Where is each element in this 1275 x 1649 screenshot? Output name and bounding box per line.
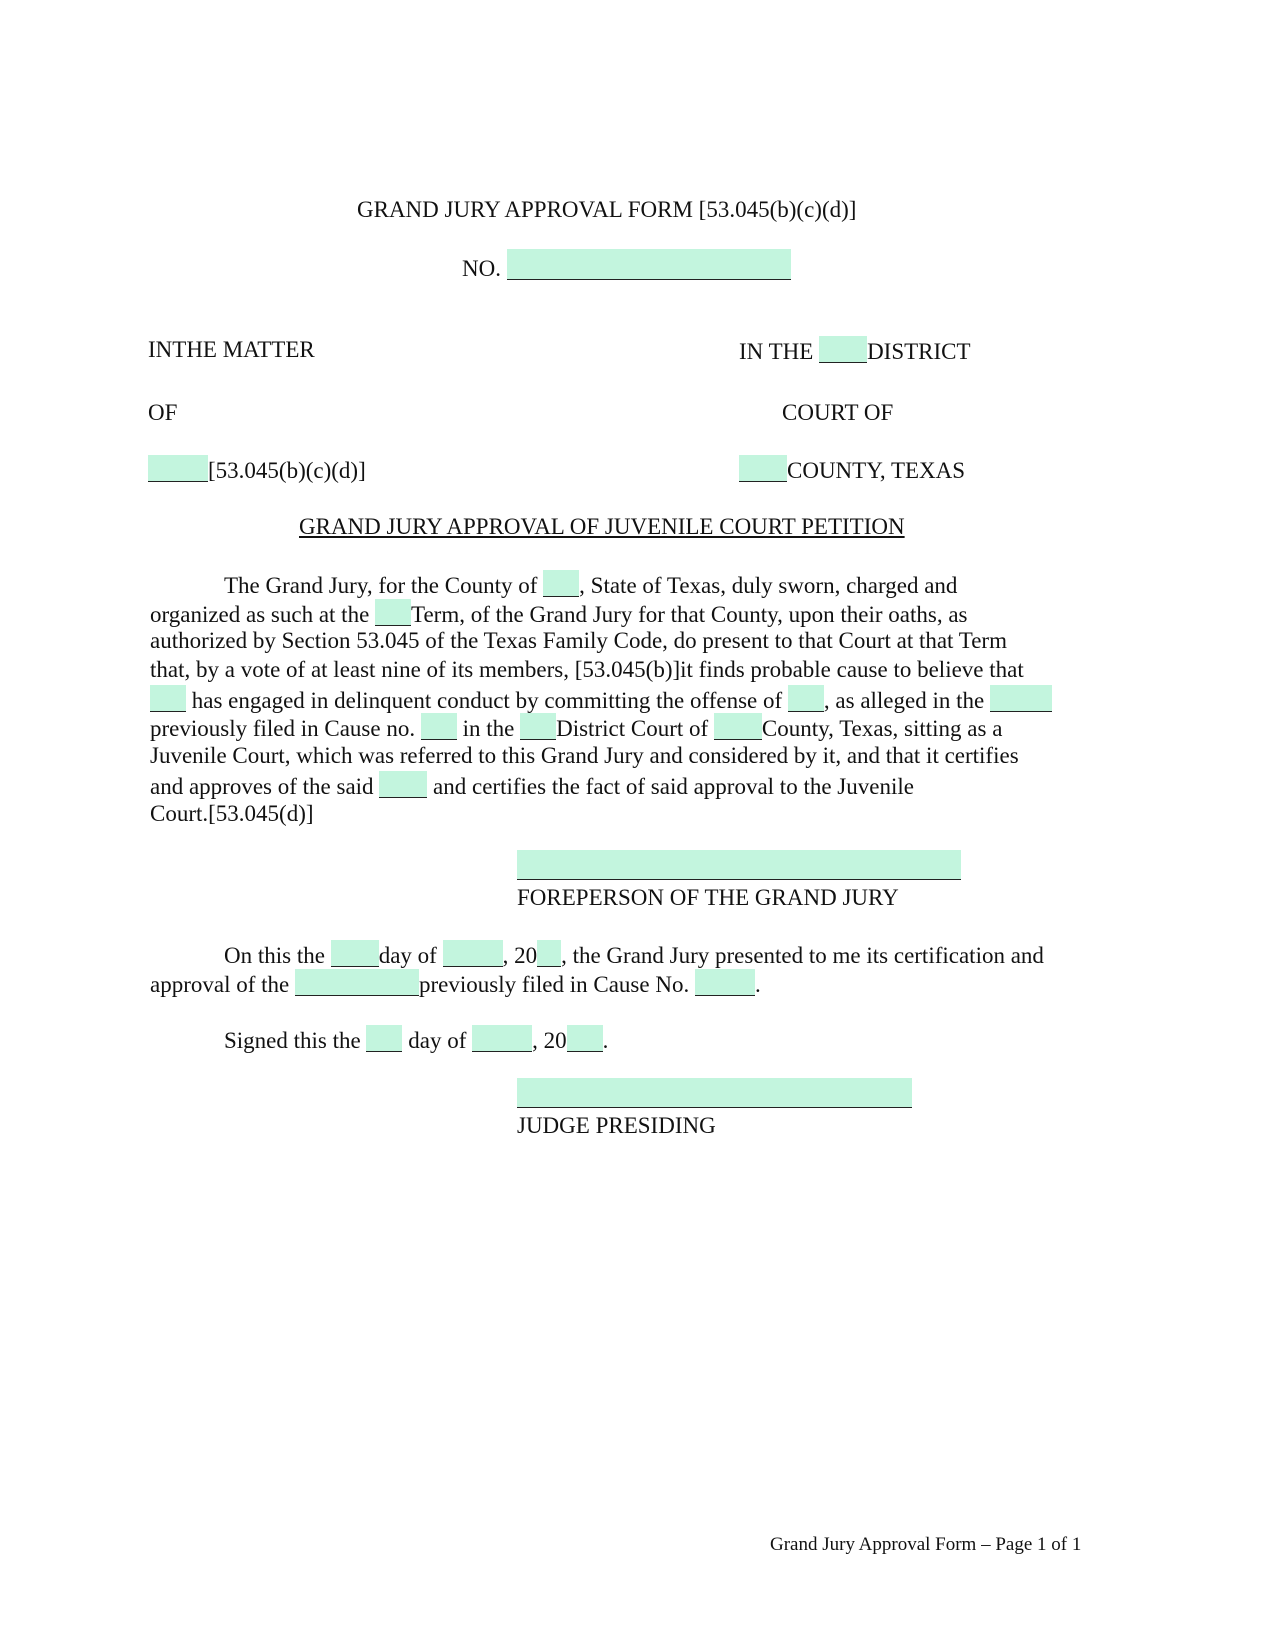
presentment-cause-field[interactable]: [695, 969, 755, 996]
district-field[interactable]: [520, 713, 556, 740]
body-line: has engaged in delinquent conduct by committing the offense of , as alleged in the: [150, 685, 1130, 714]
cause-number-field[interactable]: [421, 713, 457, 740]
district-number-field[interactable]: [819, 336, 867, 363]
caption-right-line1: [739, 336, 971, 366]
signed-year-field[interactable]: [567, 1025, 603, 1052]
presentment-year-field[interactable]: [537, 940, 561, 967]
county-field[interactable]: [543, 570, 579, 597]
foreperson-label: FOREPERSON OF THE GRAND JURY: [517, 885, 899, 910]
case-number-label: NO.: [462, 256, 501, 281]
body-line: previously filed in Cause no. in the District Court of County, Texas, sitting as a: [150, 713, 1130, 742]
body-line: Juvenile Court, which was referred to this Grand Jury and considered by it, and that it certifies: [150, 743, 1019, 769]
caption-right-line2: COURT OF: [782, 400, 894, 425]
term-field[interactable]: [375, 599, 411, 626]
body-line: and approves of the said and certifies the fact of said approval to the Juvenile: [150, 771, 1130, 800]
case-number-field[interactable]: [507, 249, 791, 280]
body-paragraph: [150, 570, 1130, 828]
foreperson-signature-field[interactable]: [517, 850, 961, 880]
court-county-field[interactable]: [714, 713, 762, 740]
statute-reference: [53.045(b)(c)(d)]: [208, 458, 366, 483]
caption-right-line3: [739, 455, 965, 485]
judge-signature-field[interactable]: [517, 1078, 912, 1108]
caption-left-line3: [148, 455, 366, 485]
case-number-row: [462, 249, 791, 283]
petition-field[interactable]: [379, 771, 427, 798]
page-title: GRAND JURY APPROVAL FORM [53.045(b)(c)(d)]: [357, 197, 857, 222]
pleading-field[interactable]: [990, 685, 1052, 712]
presentment-line2: approval of the previously filed in Cause No. .: [150, 969, 761, 999]
child-name-field[interactable]: [150, 685, 186, 712]
page-footer: Grand Jury Approval Form – Page 1 of 1: [770, 1534, 1082, 1555]
body-line: that, by a vote of at least nine of its members, [53.045(b)]it finds probable cause to believe that: [150, 657, 1024, 683]
offense-field[interactable]: [788, 685, 824, 712]
presentment-month-field[interactable]: [443, 940, 503, 967]
caption-left-line2: OF: [148, 400, 178, 425]
presentment-line1: On this the day of , 20 , the Grand Jury presented to me its certification and: [150, 940, 1044, 970]
judge-label: JUDGE PRESIDING: [517, 1113, 716, 1138]
caption-in-the: IN THE: [739, 339, 814, 364]
presentment-pleading-field[interactable]: [295, 969, 419, 996]
caption-district: DISTRICT: [867, 339, 971, 364]
body-line: Court.[53.045(d)]: [150, 800, 314, 826]
body-line: organized as such at the Term, of the Grand Jury for that County, upon their oaths, as: [150, 599, 1130, 628]
section-title: GRAND JURY APPROVAL OF JUVENILE COURT PETITION: [299, 514, 905, 539]
respondent-name-field[interactable]: [148, 455, 208, 482]
signed-line: Signed this the day of , 20 .: [150, 1025, 608, 1055]
caption-left-line1: INTHE MATTER: [148, 337, 315, 362]
signed-day-field[interactable]: [366, 1025, 402, 1052]
body-line: authorized by Section 53.045 of the Texas Family Code, do present to that Court at that Term: [150, 628, 1007, 654]
signed-month-field[interactable]: [472, 1025, 532, 1052]
caption-county-texas: COUNTY, TEXAS: [787, 458, 966, 483]
body-line: The Grand Jury, for the County of , State of Texas, duly sworn, charged and: [150, 570, 1130, 599]
presentment-day-field[interactable]: [331, 940, 379, 967]
county-name-field[interactable]: [739, 455, 787, 482]
